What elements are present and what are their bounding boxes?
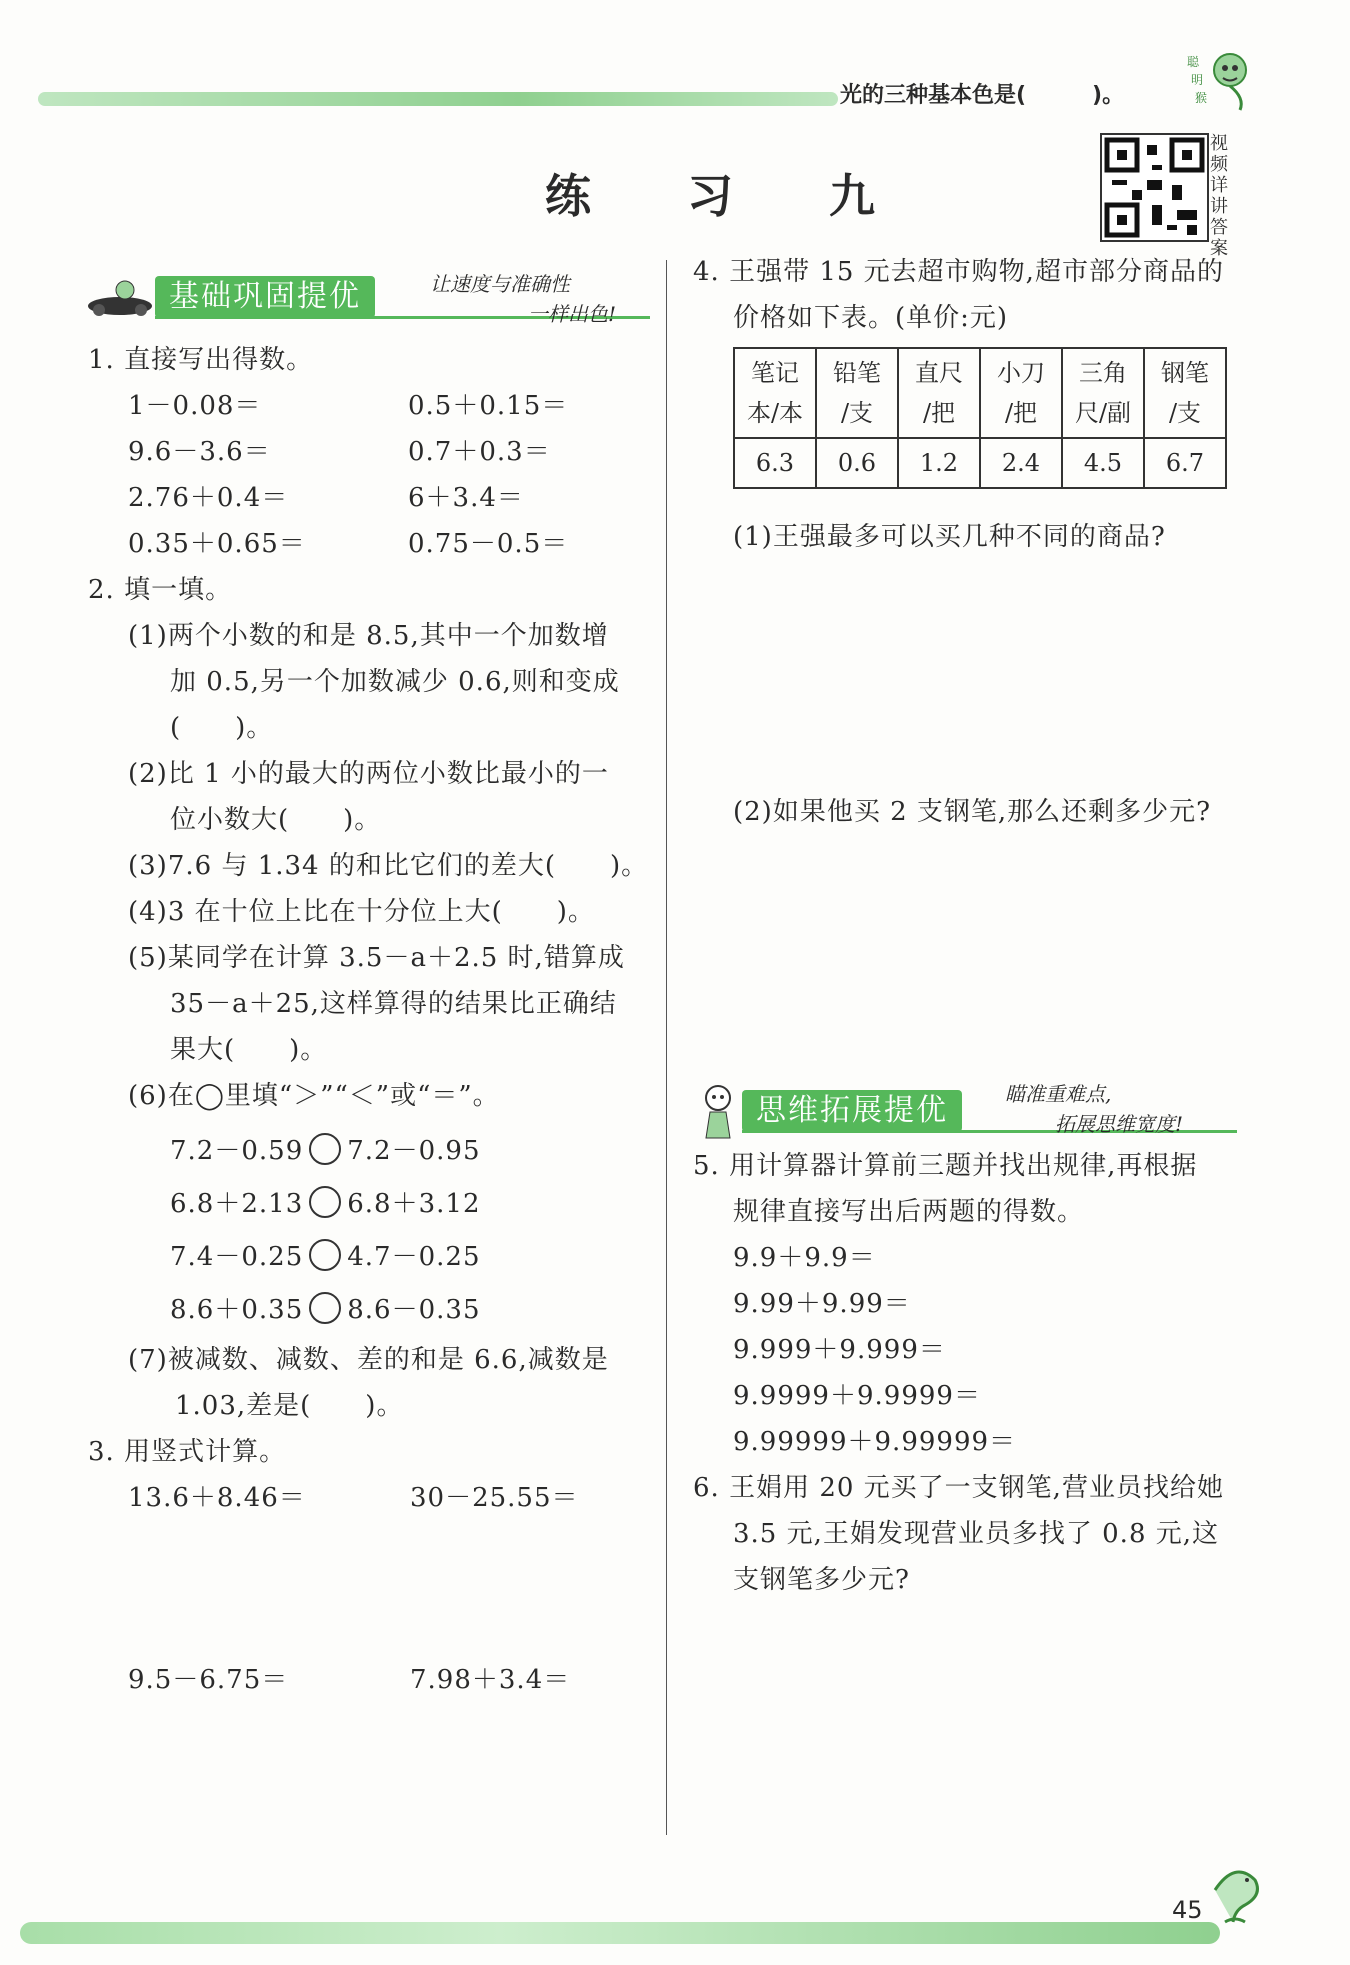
q5-stem: 5. 用计算器计算前三题并找出规律,再根据: [693, 1151, 1198, 1181]
compare-right: 6.8＋3.12: [347, 1189, 481, 1219]
compare-row: [170, 1292, 481, 1327]
q1-item: 1－0.08＝: [128, 391, 262, 421]
q4-sub-2: (2)如果他买 2 支钢笔,那么还剩多少元?: [733, 797, 1212, 827]
q1-item: 6＋3.4＝: [408, 483, 524, 513]
compare-row: [170, 1133, 481, 1168]
price-table: [733, 347, 1227, 489]
q4-stem: 4. 王强带 15 元去超市购物,超市部分商品的: [693, 257, 1224, 287]
q2-part-6: (6)在◯里填“＞”“＜”或“＝”。: [128, 1081, 500, 1111]
q1-item: 0.7＋0.3＝: [408, 437, 551, 467]
q6-stem: 3.5 元,王娟发现营业员多找了 0.8 元,这: [733, 1519, 1220, 1549]
q2-part-1: 加 0.5,另一个加数减少 0.6,则和变成: [170, 667, 620, 697]
q2-stem: 2. 填一填。: [88, 575, 233, 605]
q6-stem: 6. 王娟用 20 元买了一支钢笔,营业员找给她: [693, 1473, 1224, 1503]
compare-circle[interactable]: [309, 1239, 341, 1271]
page-title: 练 习 九: [545, 169, 916, 223]
compare-row: [170, 1186, 481, 1221]
q2-part-4[interactable]: (4)3 在十位上比在十分位上大( )。: [128, 897, 595, 927]
table-header-cell: 三角 尺/副: [1062, 348, 1144, 438]
table-header-cell: 笔记 本/本: [734, 348, 816, 438]
table-header-cell: 钢笔 /支: [1144, 348, 1226, 438]
q3-item: 30－25.55＝: [410, 1483, 579, 1513]
slogan-line-2: 拓展思维宽度!: [1055, 1112, 1184, 1136]
price-cell: 6.7: [1144, 438, 1226, 488]
q5-item: 9.99＋9.99＝: [733, 1289, 911, 1319]
table-header-cell: 铅笔 /支: [816, 348, 898, 438]
q2-part-7: (7)被减数、减数、差的和是 6.6,减数是: [128, 1345, 609, 1375]
price-cell: 4.5: [1062, 438, 1144, 488]
q2-part-1: (1)两个小数的和是 8.5,其中一个加数增: [128, 621, 609, 651]
price-cell: 6.3: [734, 438, 816, 488]
q3-item: 7.98＋3.4＝: [410, 1665, 571, 1695]
compare-left: 8.6＋0.35: [170, 1295, 304, 1325]
price-cell: 1.2: [898, 438, 980, 488]
compare-row: [170, 1239, 481, 1274]
q2-part-2: (2)比 1 小的最大的两位小数比最小的一: [128, 759, 609, 789]
svg-text:明: 明: [1191, 73, 1204, 87]
q5-item: 9.999＋9.999＝: [733, 1335, 946, 1365]
slogan-line-2: 一样出色!: [528, 302, 617, 326]
q5-stem: 规律直接写出后两题的得数。: [733, 1197, 1085, 1227]
section-banner-basic: 基础巩固提优: [155, 276, 375, 318]
price-cell: 0.6: [816, 438, 898, 488]
header-band: [38, 92, 838, 106]
slogan-line-1: 让速度与准确性: [430, 272, 570, 296]
q1-item: 0.35＋0.65＝: [128, 529, 306, 559]
page-number: 45: [1172, 1896, 1203, 1924]
compare-circle[interactable]: [309, 1186, 341, 1218]
q4-sub-1: (1)王强最多可以买几种不同的商品?: [733, 522, 1166, 552]
table-row: [734, 438, 1226, 488]
q1-item: 9.6－3.6＝: [128, 437, 271, 467]
svg-text:猴: 猴: [1195, 91, 1208, 105]
q2-answer-blank[interactable]: 果大( )。: [170, 1035, 328, 1065]
slogan-line-1: 瞄准重难点,: [1005, 1082, 1112, 1106]
q2-part-5: 35－a＋25,这样算得的结果比正确结: [170, 989, 617, 1019]
q1-stem: 1. 直接写出得数。: [88, 345, 314, 375]
q1-item: 0.75－0.5＝: [408, 529, 569, 559]
q2-answer-blank[interactable]: 位小数大( )。: [170, 805, 382, 835]
q3-stem: 3. 用竖式计算。: [88, 1437, 287, 1467]
header-tip: 光的三种基本色是( )。: [840, 83, 1125, 108]
svg-text:聪: 聪: [1187, 55, 1200, 69]
compare-left: 7.4－0.25: [170, 1242, 304, 1272]
q5-item: 9.99999＋9.99999＝: [733, 1427, 1017, 1457]
compare-right: 8.6－0.35: [347, 1295, 481, 1325]
compare-circle[interactable]: [309, 1133, 341, 1165]
section-banner-extend: 思维拓展提优: [742, 1090, 962, 1132]
q3-item: 9.5－6.75＝: [128, 1665, 289, 1695]
monkey-mascot-icon: [1185, 48, 1255, 113]
q2-answer-blank[interactable]: ( )。: [170, 713, 274, 743]
racer-mascot-icon: [85, 278, 155, 318]
column-divider: [666, 260, 667, 1835]
q2-part-5: (5)某同学在计算 3.5－a＋2.5 时,错算成: [128, 943, 625, 973]
footer-band: [20, 1922, 1220, 1944]
q4-stem: 价格如下表。(单价:元): [733, 303, 1009, 333]
table-header-cell: 直尺 /把: [898, 348, 980, 438]
qr-code[interactable]: [1100, 133, 1209, 242]
q5-item: 9.9999＋9.9999＝: [733, 1381, 981, 1411]
thinker-mascot-icon: [692, 1082, 744, 1140]
compare-right: 4.7－0.25: [347, 1242, 481, 1272]
qr-label: 视频详讲答案: [1210, 133, 1228, 259]
compare-right: 7.2－0.95: [347, 1136, 481, 1166]
price-cell: 2.4: [980, 438, 1062, 488]
compare-left: 6.8＋2.13: [170, 1189, 304, 1219]
q5-item: 9.9＋9.9＝: [733, 1243, 876, 1273]
q2-part-3[interactable]: (3)7.6 与 1.34 的和比它们的差大( )。: [128, 851, 649, 881]
table-row: [734, 348, 1226, 438]
q1-item: 2.76＋0.4＝: [128, 483, 289, 513]
q2-answer-blank[interactable]: 1.03,差是( )。: [175, 1391, 404, 1421]
table-header-cell: 小刀 /把: [980, 348, 1062, 438]
q1-item: 0.5＋0.15＝: [408, 391, 569, 421]
dolphin-icon: [1205, 1860, 1265, 1930]
compare-left: 7.2－0.59: [170, 1136, 304, 1166]
q3-item: 13.6＋8.46＝: [128, 1483, 306, 1513]
q6-stem: 支钢笔多少元?: [733, 1565, 910, 1595]
compare-circle[interactable]: [309, 1292, 341, 1324]
